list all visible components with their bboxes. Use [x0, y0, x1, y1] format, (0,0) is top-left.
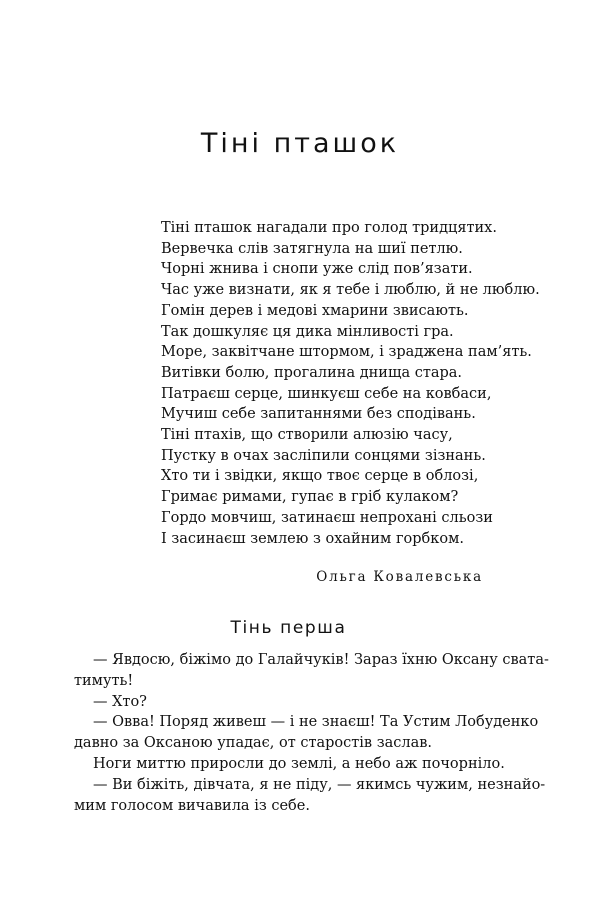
- poem-line: Гомін дерев і медові хмарини звисають.: [161, 302, 469, 319]
- chapter-title: Тінь перша: [230, 618, 347, 638]
- poem-line: Витівки болю, прогалина днища стара.: [161, 364, 463, 381]
- prose-line: — Явдосю, біжімо до Галайчуків! Зараз їхню Оксану свата-: [93, 652, 549, 668]
- poem-line: Тіні пташок нагадали про голод тридцятих.: [161, 220, 497, 236]
- poem-line: Чорні жнива і снопи уже слід пов’язати.: [161, 261, 473, 278]
- poem-line: Пустку в очах засліпили сонцями зізнань.: [161, 447, 486, 464]
- poem-author: Ольга Ковалевська: [316, 569, 483, 585]
- poem-epigraph: [161, 218, 540, 549]
- poem-line: Тіні птахів, що створили алюзію часу,: [161, 427, 453, 444]
- prose-line: — Ви біжіть, дівчата, я не піду, — якимсь чужим, незнайо-: [93, 776, 546, 793]
- poem-line: Мучиш себе запитаннями без сподівань.: [161, 406, 476, 423]
- poem-line: Так дошкуляє ця дика мінливості гра.: [161, 323, 454, 340]
- prose-line: — Хто?: [93, 693, 147, 710]
- poem-line: Море, заквітчане штормом, і зраджена пам’ять.: [161, 344, 532, 361]
- poem-line: Хто ти і звідки, якщо твоє серце в облозі,: [161, 468, 479, 485]
- poem-line: І засинаєш землею з охайним горбком.: [161, 530, 464, 547]
- chapter-text: [74, 650, 549, 816]
- poem-line: Вервечка слів затягнула на шиї петлю.: [161, 240, 463, 257]
- poem-title: Тіні пташок: [200, 128, 400, 159]
- prose-line: давно за Оксаною упадає, от старостів заслав.: [74, 735, 433, 752]
- prose-line: тимуть!: [74, 672, 134, 689]
- poem-line: Гордо мовчиш, затинаєш непрохані сльози: [161, 509, 493, 526]
- poem-line: Патраєш серце, шинкуєш себе на ковбаси,: [161, 385, 492, 402]
- prose-line: Ноги миттю приросли до землі, а небо аж почорніло.: [93, 755, 505, 772]
- prose-line: — Овва! Поряд живеш — і не знаєш! Та Устим Лобуденко: [93, 714, 539, 731]
- prose-line: мим голосом вичавила із себе.: [74, 797, 310, 814]
- poem-line: Час уже визнати, як я тебе і люблю, й не люблю.: [161, 282, 540, 299]
- poem-line: Гримає римами, гупає в гріб кулаком?: [161, 489, 459, 506]
